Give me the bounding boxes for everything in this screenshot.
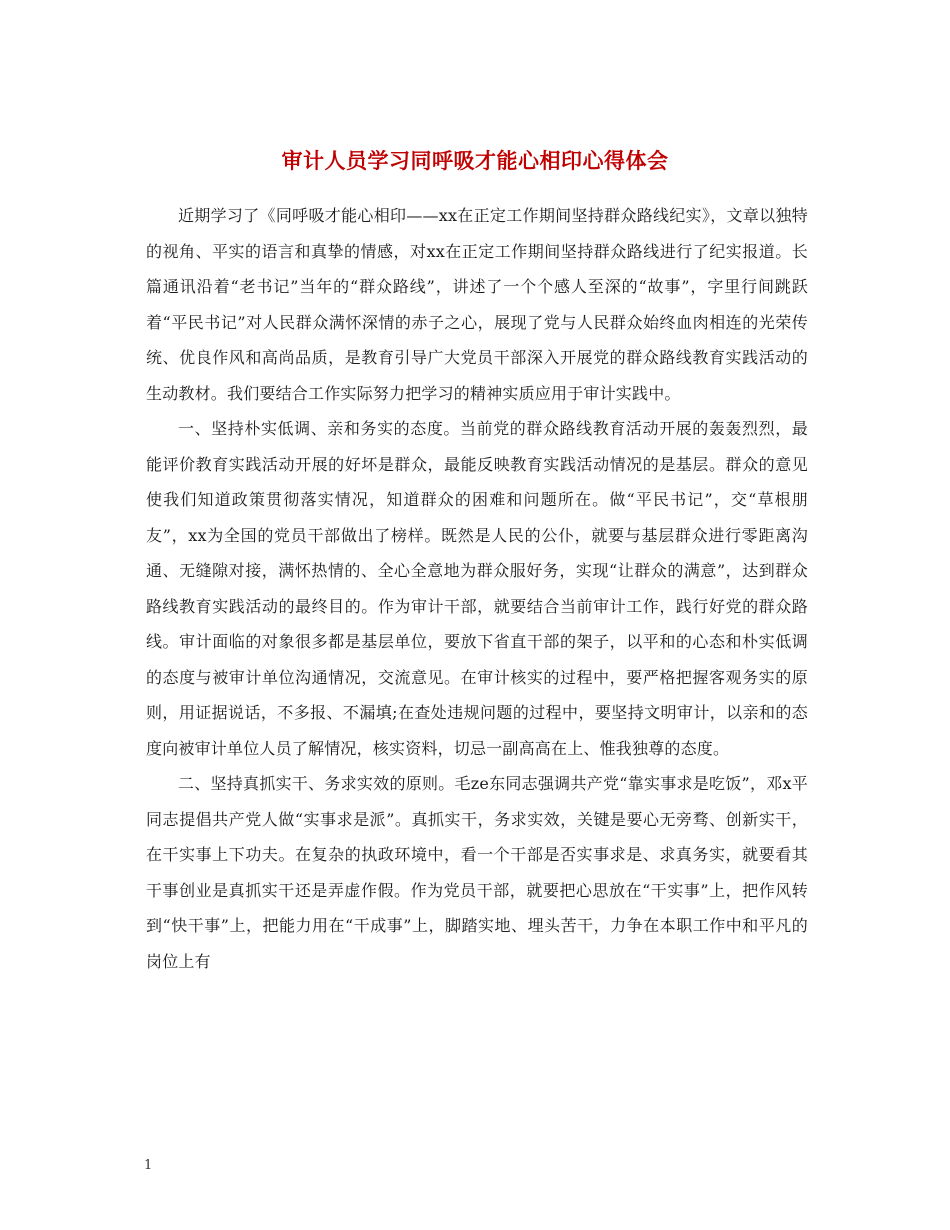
paragraph-intro: 近期学习了《同呼吸才能心相印——xx在正定工作期间坚持群众路线纪实》，文章以独特的视角、平实的语言和真挚的情感，对xx在正定工作期间坚持群众路线进行了纪实报道。长篇通讯沿着“老书记”当年的“群众路线”，讲述了一个个感人至深的“故事”，字里行间跳跃着“平民书记”对人民群众满怀深情的赤子之心，展现了党与人民群众始终血肉相连的光荣传统、优良作风和高尚品质，是教育引导广大党员干部深入开展党的群众路线教育实践活动的生动教材。我们要结合工作实际努力把学习的精神实质应用于审计实践中。: [146, 206, 808, 403]
page-number: 1: [144, 1158, 153, 1173]
document-title: 审计人员学习同呼吸才能心相印心得体会: [281, 149, 669, 174]
paragraph-section-1: 一、坚持朴实低调、亲和务实的态度。当前党的群众路线教育活动开展的轰轰烈烈，最能评价教育实践活动开展的好坏是群众，最能反映教育实践活动情况的是基层。群众的意见使我们知道政策贯彻落实情况，知道群众的困难和问题所在。做“平民书记”，交“草根朋友”，xx为全国的党员干部做出了榜样。既然是人民的公仆，就要与基层群众进行零距离沟通、无缝隙对接，满怀热情的、全心全意地为群众服好务，实现“让群众的满意”，达到群众路线教育实践活动的最终目的。作为审计干部，就要结合当前审计工作，践行好党的群众路线。审计面临的对象很多都是基层单位，要放下省直干部的架子，以平和的心态和朴实低调的态度与被审计单位沟通情况，交流意见。在审计核实的过程中，要严格把握客观务实的原则，用证据说话，不多报、不漏填;在查处违规问题的过程中，要坚持文明审计，以亲和的态度向被审计单位人员了解情况，核实资料，切忌一副高高在上、惟我独尊的态度。: [146, 419, 808, 758]
document-body: [146, 198, 808, 979]
paragraph-section-2: 二、坚持真抓实干、务求实效的原则。毛ze东同志强调共产党“靠实事求是吃饭”，邓x平同志提倡共产党人做“实事求是派”。真抓实干，务求实效，关键是要心无旁骛、创新实干，在干实事上下功夫。在复杂的执政环境中，看一个干部是否实事求是、求真务实，就要看其干事创业是真抓实干还是弄虚作假。作为党员干部，就要把心思放在“干实事”上，把作风转到“快干事”上，把能力用在“干成事”上，脚踏实地、埋头苦干，力争在本职工作中和平凡的岗位上有: [146, 774, 808, 971]
